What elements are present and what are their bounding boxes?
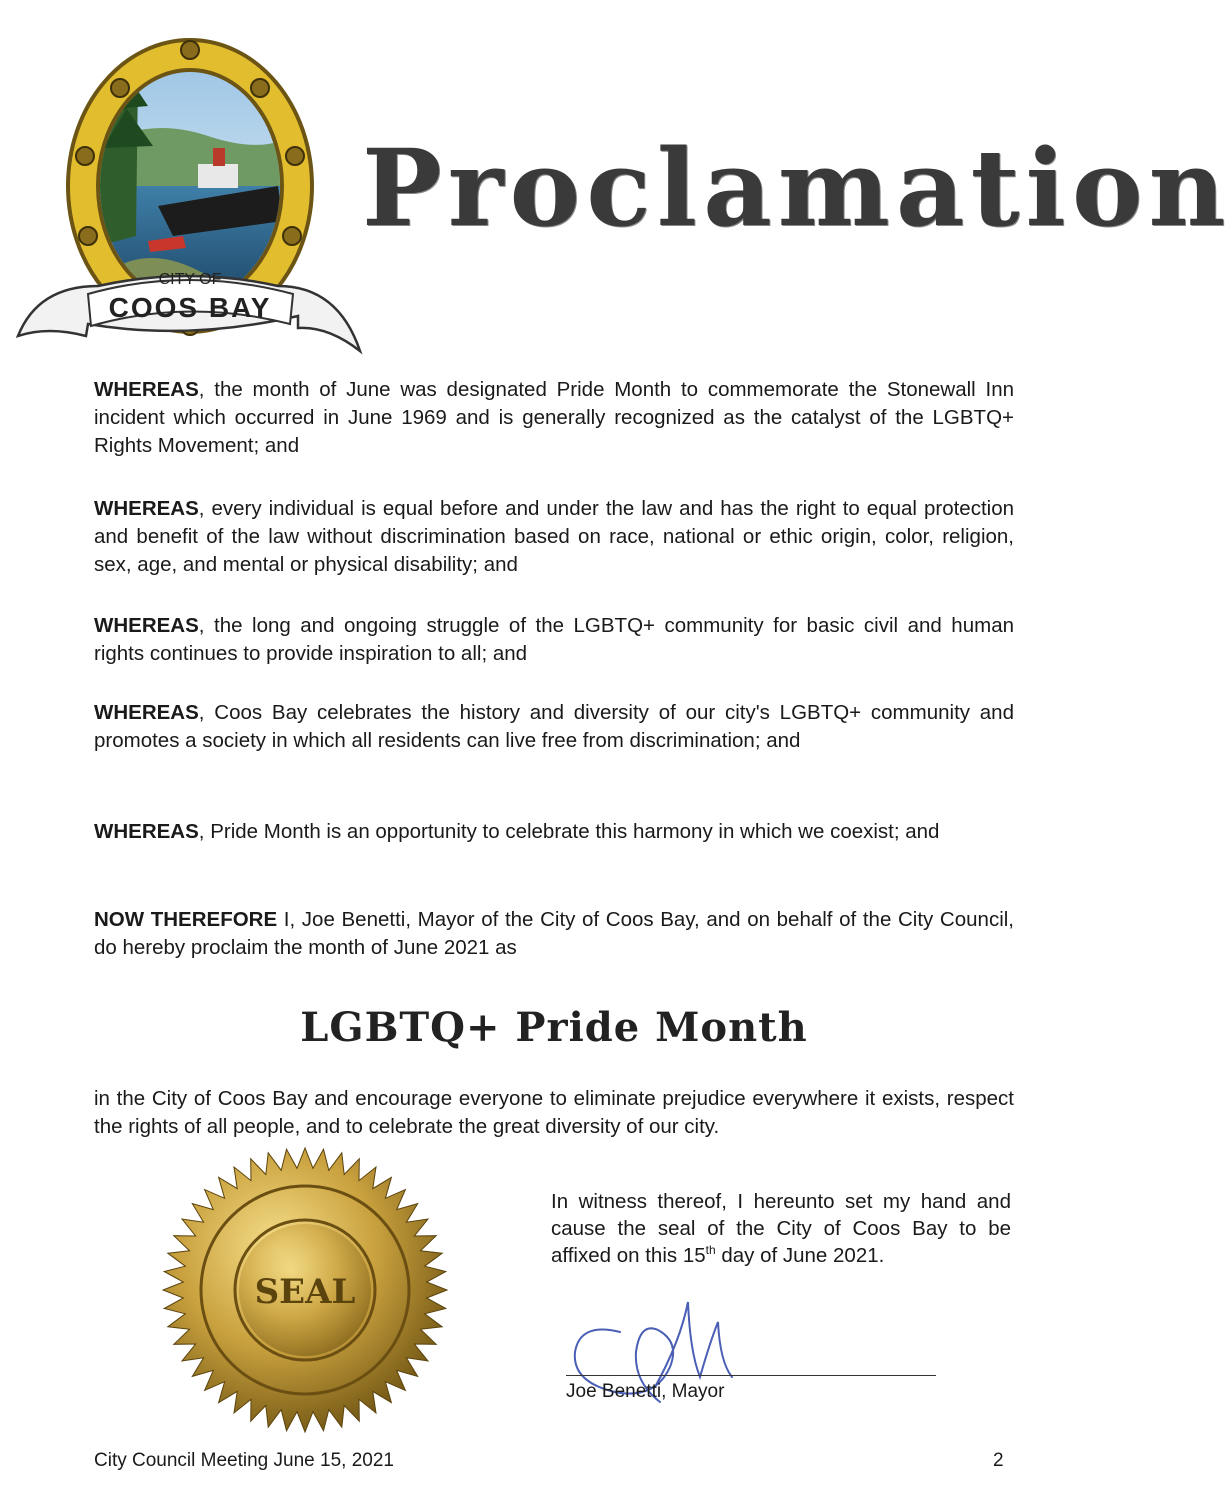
now-therefore-paragraph: [94, 906, 1014, 962]
witness-statement: [551, 1188, 1011, 1269]
whereas-text: , the long and ongoing struggle of the LGBTQ+ community for basic civil and human rights continues to provide inspiration to all; and: [94, 614, 1014, 665]
page-number: 2: [993, 1450, 1004, 1471]
now-therefore-text: I, Joe Benetti, Mayor of the City of Coos Bay, and on behalf of the City Council, do hereby proclaim the month of June 2021 as: [94, 908, 1014, 959]
city-logo: [8, 36, 368, 366]
footer-meeting: City Council Meeting June 15, 2021: [94, 1450, 394, 1471]
whereas-paragraph-2: [94, 495, 1014, 579]
logo-text-city-of: CITY OF: [158, 271, 222, 288]
whereas-text: , Pride Month is an opportunity to celebrate this harmony in which we coexist; and: [198, 820, 940, 843]
whereas-lead: WHEREAS: [94, 614, 199, 637]
witness-text: In witness thereof, I hereunto set my hand and cause the seal of the City of Coos Bay to be affixed on this 15: [551, 1190, 1011, 1267]
whereas-paragraph-5: [94, 818, 1014, 846]
proclamation-heading: LGBTQ+ Pride Month: [300, 1004, 808, 1051]
whereas-paragraph-3: [94, 612, 1014, 668]
witness-text-end: day of June 2021.: [715, 1244, 885, 1267]
closing-paragraph: in the City of Coos Bay and encourage everyone to eliminate prejudice everywhere it exists, respect the rights of all people, and to celebrate the great diversity of our city.: [94, 1087, 1014, 1138]
whereas-paragraph-4: [94, 699, 1014, 755]
whereas-lead: WHEREAS: [94, 497, 199, 520]
whereas-lead: WHEREAS: [94, 820, 199, 843]
whereas-lead: WHEREAS: [94, 378, 199, 401]
now-therefore-lead: NOW THEREFORE: [94, 908, 278, 931]
whereas-paragraph-1: [94, 376, 1014, 460]
whereas-text: , every individual is equal before and under the law and has the right to equal protection and benefit of the law without discrimination based on race, national or ethic origin, color, religion, sex, age, and mental or physical disability; and: [94, 497, 1014, 576]
logo-text-coos-bay: COOS BAY: [108, 292, 272, 323]
page-title: Proclamation: [362, 125, 1232, 250]
signatory-name: Joe Benetti, Mayor: [566, 1381, 725, 1402]
whereas-text: , Coos Bay celebrates the history and diversity of our city's LGBTQ+ community and promotes a society in which all residents can live free from discrimination; and: [94, 701, 1014, 752]
whereas-text: , the month of June was designated Pride Month to commemorate the Stonewall Inn incident which occurred in June 1969 and is generally recognized as the catalyst of the LGBTQ+ Rights Movement; and: [94, 378, 1014, 457]
seal-center-text: SEAL: [254, 1272, 356, 1312]
corporate-seal: [160, 1145, 450, 1435]
witness-ordinal: th: [705, 1243, 716, 1258]
whereas-lead: WHEREAS: [94, 701, 199, 724]
signature-line: [566, 1375, 936, 1376]
